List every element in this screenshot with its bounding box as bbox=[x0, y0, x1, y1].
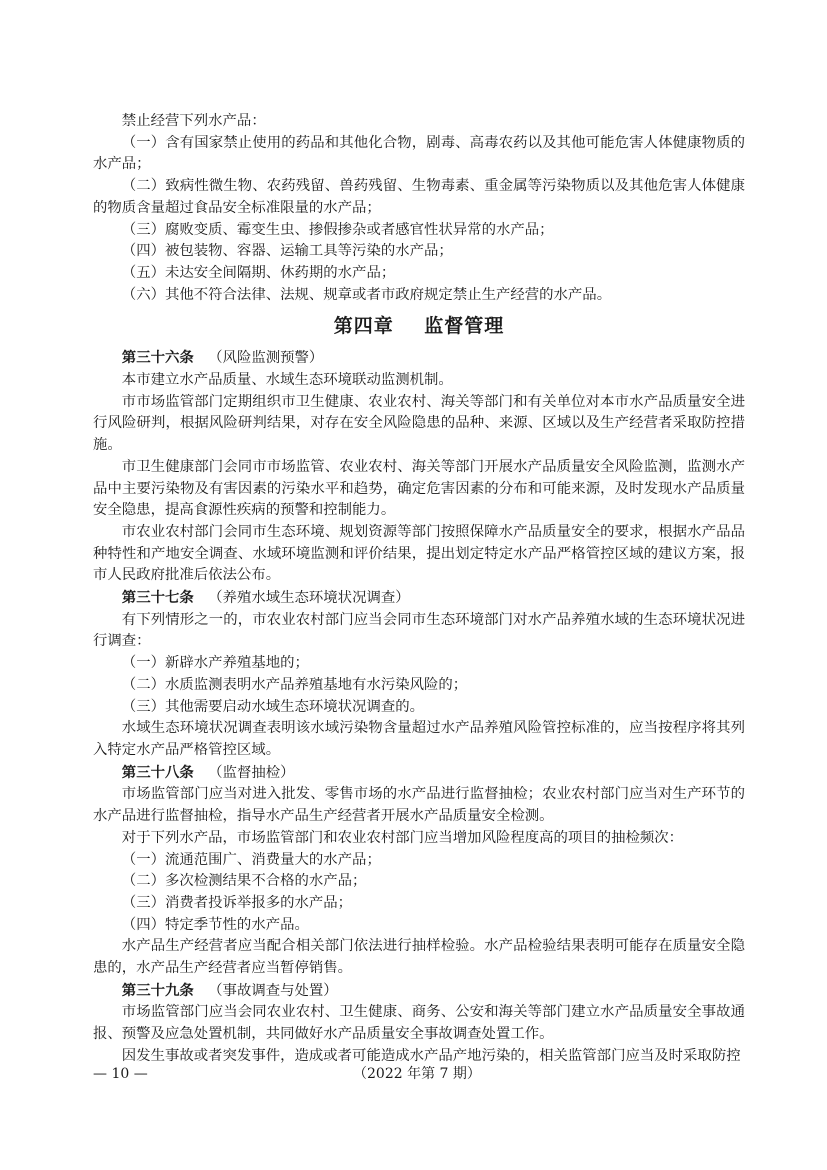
article-paragraph: 市农业农村部门会同市生态环境、规划资源等部门按照保障水产品质量安全的要求，根据水产品品种特性和产地安全调查、水域环境监测和评价结果，提出划定特定水产品严格管控区域的建议方案，报市人民政府批准后依法公布。 bbox=[93, 523, 745, 584]
page-number: — 10 — bbox=[93, 1066, 148, 1082]
article-heading bbox=[93, 762, 745, 785]
article-paragraph: （三）消费者投诉举报多的水产品； bbox=[121, 894, 353, 911]
prohibited-item: （三）腐败变质、霉变生虫、掺假掺杂或者感官性状异常的水产品； bbox=[121, 221, 554, 238]
intro-paragraph: 禁止经营下列水产品： bbox=[121, 113, 266, 129]
article-paragraph: 市场监管部门应当会同农业农村、卫生健康、商务、公安和海关等部门建立水产品质量安全事故通报、预警及应急处置机制，共同做好水产品质量安全事故调查处置工作。 bbox=[93, 1004, 745, 1043]
article-number: 第三十六条 bbox=[121, 349, 194, 367]
prohibited-item: （五）未达安全间隔期、休药期的水产品； bbox=[121, 264, 396, 281]
article-paragraph: 有下列情形之一的，市农业农村部门应当会同市生态环境部门对水产品养殖水域的生态环境状况进行调查： bbox=[93, 611, 745, 650]
article-paragraph: 市卫生健康部门会同市市场监管、农业农村、海关等部门开展水产品质量安全风险监测，监测水产品中主要污染物及有害因素的污染水平和趋势，确定危害因素的分布和可能来源，及时发现水产品质量安全隐患，提高食源性疾病的预警和控制能力。 bbox=[93, 458, 745, 519]
prohibited-item: （一）含有国家禁止使用的药品和其他化合物，剧毒、高毒农药以及其他可能危害人体健康物质的水产品； bbox=[93, 134, 745, 173]
article-title: （养殖水域生态环境状况调查） bbox=[208, 590, 410, 607]
article-paragraph: （四）特定季节性的水产品。 bbox=[121, 916, 309, 933]
article-paragraph: （二）多次检测结果不合格的水产品； bbox=[121, 873, 367, 890]
prohibited-item: （二）致病性微生物、农药残留、兽药残留、生物毒素、重金属等污染物质以及其他危害人体健康的物质含量超过食品安全标准限量的水产品； bbox=[93, 178, 745, 216]
article-number: 第三十七条 bbox=[121, 589, 194, 607]
article-heading bbox=[93, 980, 745, 1003]
article-paragraph: （三）其他需要启动水域生态环境状况调查的。 bbox=[121, 698, 425, 715]
issue-label: （2022 年第 7 期） bbox=[353, 1066, 481, 1082]
article-paragraph: 水产品生产经营者应当配合相关部门依法进行抽样检验。水产品检验结果表明可能存在质量安全隐患的，水产品生产经营者应当暂停销售。 bbox=[93, 938, 745, 977]
article-paragraph: 因发生事故或者突发事件，造成或者可能造成水产品产地污染的，相关监管部门应当及时采取防控 bbox=[121, 1047, 741, 1064]
article-paragraph: （二）水质监测表明水产品养殖基地有水污染风险的； bbox=[121, 676, 468, 693]
article-heading bbox=[93, 347, 745, 370]
article-paragraph: （一）新辟水产养殖基地的； bbox=[121, 655, 309, 672]
article-number: 第三十九条 bbox=[121, 981, 194, 999]
document-body bbox=[93, 111, 745, 1068]
article-title: （监督抽检） bbox=[208, 764, 295, 781]
article-title: （风险监测预警） bbox=[208, 350, 324, 367]
article-number: 第三十八条 bbox=[121, 763, 194, 781]
article-paragraph: 本市建立水产品质量、水域生态环境联动监测机制。 bbox=[121, 372, 453, 389]
article-heading bbox=[93, 587, 745, 610]
article-paragraph: 市市场监管部门定期组织市卫生健康、农业农村、海关等部门和有关单位对本市水产品质量安全进行风险研判，根据风险研判结果，对存在安全风险隐患的品种、来源、区域以及生产经营者采取防控措施。 bbox=[93, 393, 745, 454]
article-paragraph: 对于下列水产品，市场监管部门和农业农村部门应当增加风险程度高的项目的抽检频次： bbox=[121, 829, 684, 846]
chapter-number: 第四章 bbox=[333, 315, 394, 338]
article-title: （事故调查与处置） bbox=[208, 982, 338, 999]
article-paragraph: 水域生态环境状况调查表明该水域污染物含量超过水产品养殖风险管控标准的，应当按程序将其列入特定水产品严格管控区域。 bbox=[93, 720, 745, 758]
chapter-title: 监督管理 bbox=[424, 315, 505, 338]
article-paragraph: （一）流通范围广、消费量大的水产品； bbox=[121, 851, 381, 868]
article-paragraph: 市场监管部门应当对进入批发、零售市场的水产品进行监督抽检；农业农村部门应当对生产环节的水产品进行监督抽检，指导水产品生产经营者开展水产品质量安全检测。 bbox=[93, 786, 745, 825]
chapter-heading bbox=[93, 315, 745, 337]
prohibited-item: （四）被包装物、容器、运输工具等污染的水产品； bbox=[121, 243, 453, 260]
prohibited-item: （六）其他不符合法律、法规、规章或者市政府规定禁止生产经营的水产品。 bbox=[121, 286, 612, 303]
